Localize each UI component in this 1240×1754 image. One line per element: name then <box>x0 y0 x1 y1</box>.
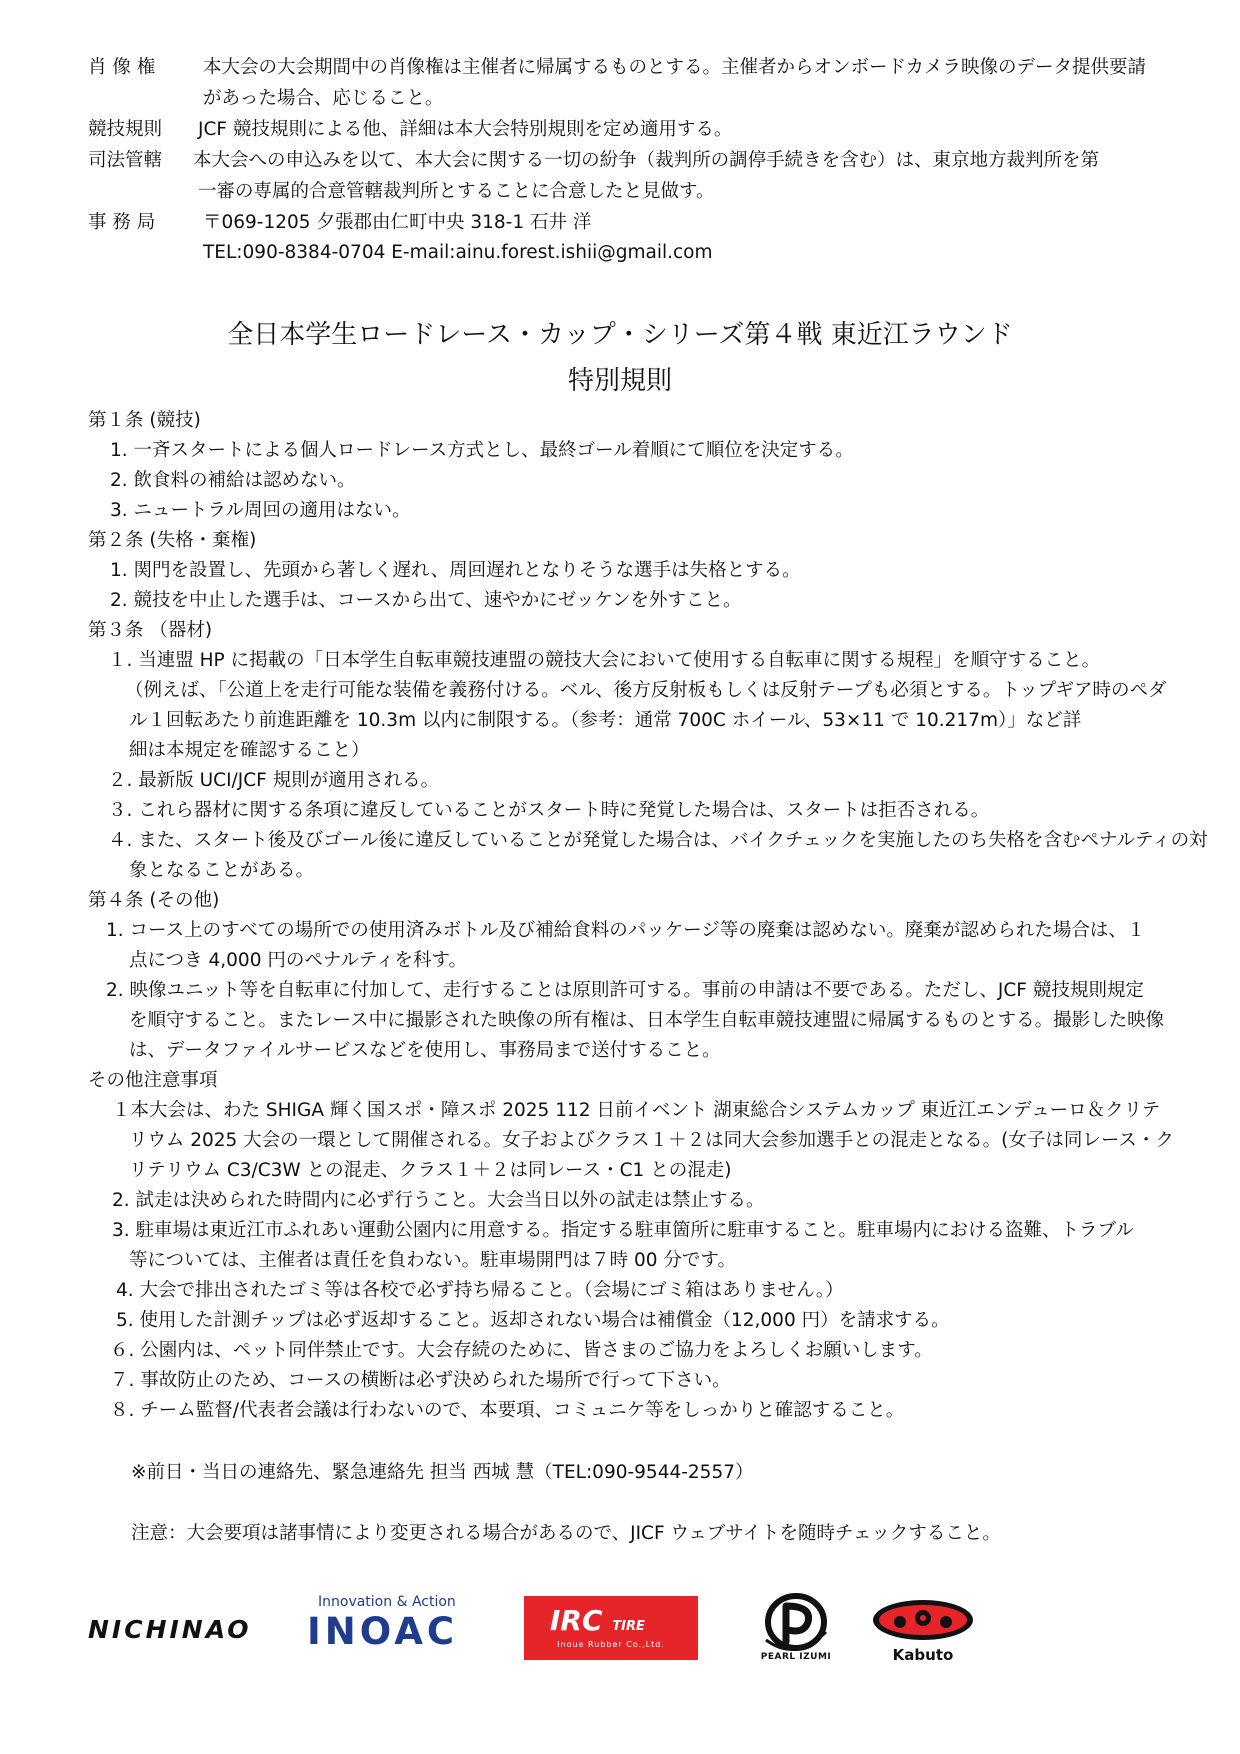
article-4-item-1-cont: 点につき 4,000 円のペナルティを科す。 <box>129 950 467 971</box>
kabuto-logo <box>870 1596 976 1664</box>
note-8: ８. チーム監督/代表者会議は行わないので、本要項、コミュニケ等をしっかりと確認すること。 <box>110 1400 905 1421</box>
irc-company-name: Inoue Rubber Co.,Ltd. <box>557 1640 665 1649</box>
note-5: 5. 使用した計測チップは必ず返却すること。返却されない場合は補償金（12,000 円）を請求する。 <box>116 1310 950 1331</box>
note-3-cont: 等については、主催者は責任を負わない。駐車場開門は７時 00 分です。 <box>129 1250 736 1271</box>
note-1-cont-1: リウム 2025 大会の一環として開催される。女子およびクラス１＋２は同大会参加選手との混走となる。(女子は同レース・ク <box>129 1130 1174 1151</box>
note-6: ６. 公園内は、ペット同伴禁止です。大会存続のために、皆さまのご協力をよろしくお願いします。 <box>110 1340 933 1361</box>
article-3-item-1-cont-1: （例えば、「公道上を走行可能な装備を義務付ける。ベル、後方反射板もしくは反射テープも必須とする。トップギア時のペダ <box>125 680 1167 701</box>
article-1-item-3: 3. ニュートラル周回の適用はない。 <box>110 500 411 521</box>
article-1-heading: 第１条 (競技) <box>88 410 201 431</box>
article-3-item-2: ２. 最新版 UCI/JCF 規則が適用される。 <box>108 770 440 791</box>
article-3-item-1-cont-2: ル１回転あたり前進距離を 10.3m 以内に制限する。（参考：通常 700C ホイール、53×11 で 10.217m）」など詳 <box>129 710 1082 731</box>
article-4-item-2: 2. 映像ユニット等を自転車に付加して、走行することは原則許可する。事前の申請は不要である。ただし、JCF 競技規則規定 <box>106 980 1144 1001</box>
portrait-rights-line-1: 本大会の大会期間中の肖像権は主催者に帰属するものとする。主催者からオンボードカメラ映像のデータ提供要請 <box>203 57 1146 78</box>
article-4-item-2-cont-1: を順守すること。またレース中に撮影された映像の所有権は、日本学生自転車競技連盟に帰属するものとする。撮影した映像 <box>129 1010 1165 1031</box>
article-3-heading: 第３条 （器材) <box>88 620 213 641</box>
label-competition-rules: 競技規則 <box>88 119 163 140</box>
irc-tire-logo <box>524 1596 698 1660</box>
label-secretariat: 事 務 局 <box>88 212 156 233</box>
article-4-heading: 第４条 (その他) <box>88 890 220 911</box>
portrait-rights-line-2: があった場合、応じること。 <box>203 88 444 109</box>
note-7: ７. 事故防止のため、コースの横断は必ず決められた場所で行って下さい。 <box>110 1370 731 1391</box>
article-1-item-1: 1. 一斉スタートによる個人ロードレース方式とし、最終ゴール着順にて順位を決定する。 <box>110 440 854 461</box>
note-2: 2. 試走は決められた時間内に必ず行うこと。大会当日以外の試走は禁止する。 <box>112 1190 765 1211</box>
note-3: 3. 駐車場は東近江市ふれあい運動公園内に用意する。指定する駐車箇所に駐車すること。駐車場内における盗難、トラブル <box>112 1220 1134 1241</box>
secretariat-contact: TEL:090-8384-0704 E-mail:ainu.forest.ishii@gmail.com <box>203 242 713 263</box>
label-portrait-rights: 肖 像 権 <box>88 57 156 78</box>
pearl-izumi-logo <box>746 1592 846 1666</box>
notes-heading: その他注意事項 <box>88 1070 218 1091</box>
jurisdiction-line-2: 一審の専属的合意管轄裁判所とすることに合意したと見做す。 <box>198 181 715 202</box>
article-4-item-2-cont-2: は、データファイルサービスなどを使用し、事務局まで送付すること。 <box>129 1040 721 1061</box>
competition-rules-line-1: JCF 競技規則による他、詳細は本大会特別規則を定め適用する。 <box>198 119 733 140</box>
article-2-item-2: 2. 競技を中止した選手は、コースから出て、速やかにゼッケンを外すこと。 <box>110 590 742 611</box>
article-1-item-2: 2. 飲食料の補給は認めない。 <box>110 470 356 491</box>
pearl-izumi-emblem-icon <box>746 1592 846 1654</box>
pearl-izumi-wordmark: PEARL IZUMI <box>760 1652 832 1662</box>
article-2-item-1: 1. 関門を設置し、先頭から著しく遅れ、周回遅れとなりそうな選手は失格とする。 <box>110 560 801 581</box>
article-3-item-1-cont-3: 細は本規定を確認すること） <box>129 740 370 761</box>
irc-wordmark: IRC TIRE <box>550 1604 645 1637</box>
nichinao-logo: NICHINAO <box>88 1615 252 1644</box>
article-3-item-4: ４. また、スタート後及びゴール後に違反していることが発覚した場合は、バイクチェックを実施したのち失格を含むペナルティの対 <box>108 830 1208 851</box>
article-4-item-1: 1. コース上のすべての場所での使用済みボトル及び補給食料のパッケージ等の廃棄は認めない。廃棄が認められた場合は、１ <box>106 920 1146 941</box>
note-1: １本大会は、わた SHIGA 輝く国スポ・障スポ 2025 112 日前イベント 湖東総合システムカップ 東近江エンデューロ＆クリテ <box>112 1100 1161 1121</box>
article-3-item-4-cont: 象となることがある。 <box>129 860 315 881</box>
kabuto-helmet-icon <box>870 1596 976 1646</box>
inoac-logo: INOAC <box>307 1610 458 1653</box>
kabuto-wordmark: Kabuto <box>892 1646 954 1664</box>
change-notice: 注意：大会要項は諸事情により変更される場合があるので、JICF ウェブサイトを随時チェックすること。 <box>131 1523 1001 1544</box>
secretariat-address: 〒069-1205 夕張郡由仁町中央 318-1 石井 洋 <box>203 212 592 233</box>
note-1-cont-2: リテリウム C3/C3W との混走、クラス１＋２は同レース・C1 との混走) <box>129 1160 732 1181</box>
emergency-contact: ※前日・当日の連絡先、緊急連絡先 担当 西城 慧（TEL:090-9544-2557） <box>131 1462 754 1483</box>
article-3-item-1: １. 当連盟 HP に掲載の「日本学生自転車競技連盟の競技大会において使用する自転車に関する規程」を順守すること。 <box>108 650 1101 671</box>
article-2-heading: 第２条 (失格・棄権) <box>88 530 257 551</box>
label-jurisdiction: 司法管轄 <box>88 150 163 171</box>
article-3-item-3: ３. これら器材に関する条項に違反していることがスタート時に発覚した場合は、スタートは拒否される。 <box>108 800 990 821</box>
page-subtitle: 特別規則 <box>567 366 672 396</box>
page-title: 全日本学生ロードレース・カップ・シリーズ第４戦 東近江ラウンド <box>227 320 1013 350</box>
jurisdiction-line-1: 本大会への申込みを以て、本大会に関する一切の紛争（裁判所の調停手続きを含む）は、東京地方裁判所を第 <box>193 150 1100 171</box>
note-4: 4. 大会で排出されたゴミ等は各校で必ず持ち帰ること。（会場にゴミ箱はありません。） <box>116 1280 844 1301</box>
inoac-tagline: Innovation & Action <box>318 1594 456 1610</box>
